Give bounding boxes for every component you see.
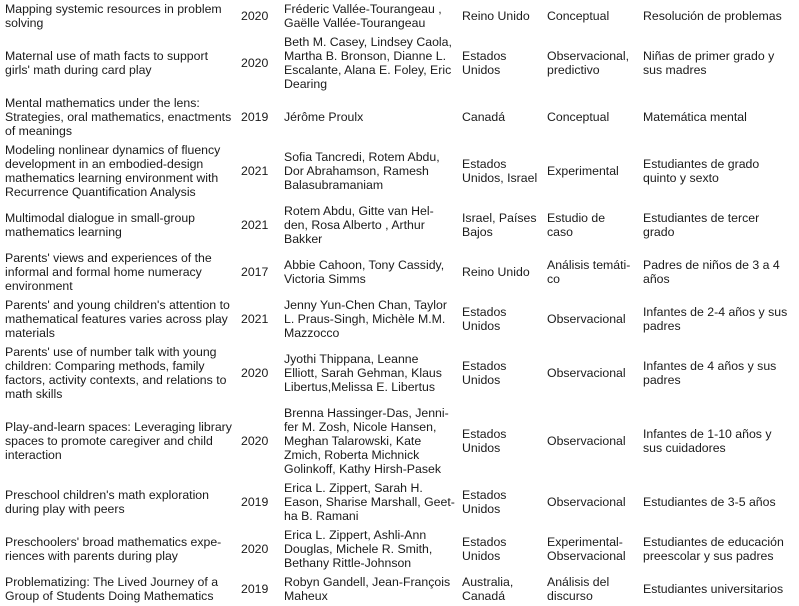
cell-country: Estados Unidos, Israel	[462, 157, 538, 185]
table-row	[0, 404, 799, 479]
cell-title: Multimodal dialogue in small-group mathematics learning	[5, 211, 196, 239]
table-row	[0, 94, 799, 141]
cell-authors: Jenny Yun-Chen Chan, Taylor L. Praus-Singh, Michèle M.M. Mazzocco	[284, 298, 447, 340]
cell-authors: Beth M. Casey, Lindsey Caola, Martha B. Bronson, Dianne L. Escalante, Alana E. Foley, Eric Dearing	[284, 35, 452, 91]
cell-study-type: Conceptual	[547, 9, 610, 23]
table-row	[0, 33, 799, 94]
table-row	[0, 526, 799, 573]
cell-year: 2020	[241, 366, 269, 380]
cell-authors: Erica L. Zippert, Sarah H. Eason, Sharise Marshall, Geet- ha B. Ramani	[284, 481, 455, 523]
cell-country: Estados Unidos	[462, 359, 507, 387]
cell-title: Mapping systemic resources in problem solving	[5, 2, 222, 30]
cell-title: Problematizing: The Lived Journey of a Group of Students Doing Mathematics	[5, 575, 219, 603]
cell-country: Israel, Países Bajos	[462, 211, 537, 239]
cell-study-type: Observacional, predictivo	[547, 49, 630, 77]
cell-country: Canadá	[462, 110, 506, 124]
cell-authors: Brenna Hassinger-Das, Jenni- fer M. Zosh, Nicole Hansen, Meghan Talarowski, Kate Zmich, Roberta Michnick Golinkoff, Kathy Hirsh-Pasek	[284, 406, 449, 476]
cell-year: 2020	[241, 542, 269, 556]
cell-authors: Rotem Abdu, Gitte van Hel- den, Rosa Alberto , Arthur Bakker	[284, 204, 434, 246]
cell-study-type: Estudio de caso	[547, 211, 606, 239]
cell-year: 2019	[241, 110, 269, 124]
table-row	[0, 141, 799, 202]
cell-participants: Matemática mental	[643, 110, 747, 124]
cell-country: Australia, Canadá	[462, 575, 514, 603]
cell-study-type: Experimental	[547, 164, 619, 178]
cell-year: 2020	[241, 56, 269, 70]
table-row	[0, 573, 799, 606]
table-row	[0, 0, 799, 33]
cell-year: 2021	[241, 164, 269, 178]
cell-country: Estados Unidos	[462, 305, 507, 333]
cell-year: 2021	[241, 312, 269, 326]
cell-study-type: Análisis temáti- co	[547, 258, 631, 286]
cell-country: Estados Unidos	[462, 488, 507, 516]
cell-participants: Estudiantes de grado quinto y sexto	[643, 157, 760, 185]
cell-country: Estados Unidos	[462, 535, 507, 563]
cell-participants: Infantes de 4 años y sus padres	[643, 359, 777, 387]
cell-year: 2020	[241, 9, 269, 23]
cell-study-type: Observacional	[547, 312, 626, 326]
cell-participants: Estudiantes de 3-5 años	[643, 495, 776, 509]
cell-authors: Fréderic Vallée-Tourangeau , Gaëlle Vallée-Tourangeau	[284, 2, 442, 30]
cell-title: Modeling nonlinear dynamics of fluency development in an embodied-design mathematics learning environment with Recurrence Quantification Analysis	[5, 143, 221, 199]
cell-participants: Infantes de 1-10 años y sus cuidadores	[643, 427, 772, 455]
table-row	[0, 479, 799, 526]
table-row	[0, 296, 799, 343]
cell-study-type: Análisis del discurso	[547, 575, 610, 603]
cell-country: Reino Unido	[462, 9, 530, 23]
cell-participants: Estudiantes universitarios	[643, 582, 784, 596]
cell-study-type: Conceptual	[547, 110, 610, 124]
cell-title: Mental mathematics under the lens: Strategies, oral mathematics, enactments of meanings	[5, 96, 232, 138]
cell-year: 2017	[241, 265, 269, 279]
cell-study-type: Observacional	[547, 495, 626, 509]
cell-participants: Infantes de 2-4 años y sus padres	[643, 305, 788, 333]
cell-title: Preschoolers' broad mathematics expe- riences with parents during play	[5, 535, 222, 563]
cell-authors: Jyothi Thippana, Leanne Elliott, Sarah Gehman, Klaus Libertus,Melissa E. Libertus	[284, 352, 442, 394]
table-row	[0, 202, 799, 249]
cell-participants: Estudiantes de educación preescolar y sus padres	[643, 535, 784, 563]
cell-country: Estados Unidos	[462, 427, 507, 455]
cell-authors: Abbie Cahoon, Tony Cassidy, Victoria Simms	[284, 258, 445, 286]
cell-participants: Padres de niños de 3 a 4 años	[643, 258, 780, 286]
cell-title: Parents' views and experiences of the informal and formal home numeracy environment	[5, 251, 212, 293]
cell-participants: Resolución de problemas	[643, 9, 782, 23]
cell-country: Estados Unidos	[462, 49, 507, 77]
cell-study-type: Experimental- Observacional	[547, 535, 626, 563]
cell-participants: Estudiantes de tercer grado	[643, 211, 760, 239]
cell-country: Reino Unido	[462, 265, 530, 279]
cell-authors: Jérôme Proulx	[284, 110, 364, 124]
cell-title: Preschool children's math exploration during play with peers	[5, 488, 209, 516]
cell-title: Play-and-learn spaces: Leveraging library spaces to promote caregiver and child interaction	[5, 420, 232, 462]
cell-authors: Erica L. Zippert, Ashli-Ann Douglas, Michele R. Smith, Bethany Rittle-Johnson	[284, 528, 433, 570]
cell-year: 2019	[241, 582, 269, 596]
cell-study-type: Observacional	[547, 434, 626, 448]
cell-year: 2020	[241, 434, 269, 448]
cell-title: Parents' use of number talk with young children: Comparing methods, family factors, activity contexts, and relations to math skills	[5, 345, 227, 401]
table-row	[0, 249, 799, 296]
cell-title: Maternal use of math facts to support girls' math during card play	[5, 49, 209, 77]
table-row	[0, 343, 799, 404]
cell-year: 2021	[241, 218, 269, 232]
cell-authors: Sofia Tancredi, Rotem Abdu, Dor Abrahamson, Ramesh Balasubramaniam	[284, 150, 440, 192]
cell-authors: Robyn Gandell, Jean-François Maheux	[284, 575, 451, 603]
cell-year: 2019	[241, 495, 269, 509]
cell-title: Parents' and young children's attention to mathematical features varies across play materials	[5, 298, 230, 340]
cell-participants: Niñas de primer grado y sus madres	[643, 49, 775, 77]
cell-study-type: Observacional	[547, 366, 626, 380]
